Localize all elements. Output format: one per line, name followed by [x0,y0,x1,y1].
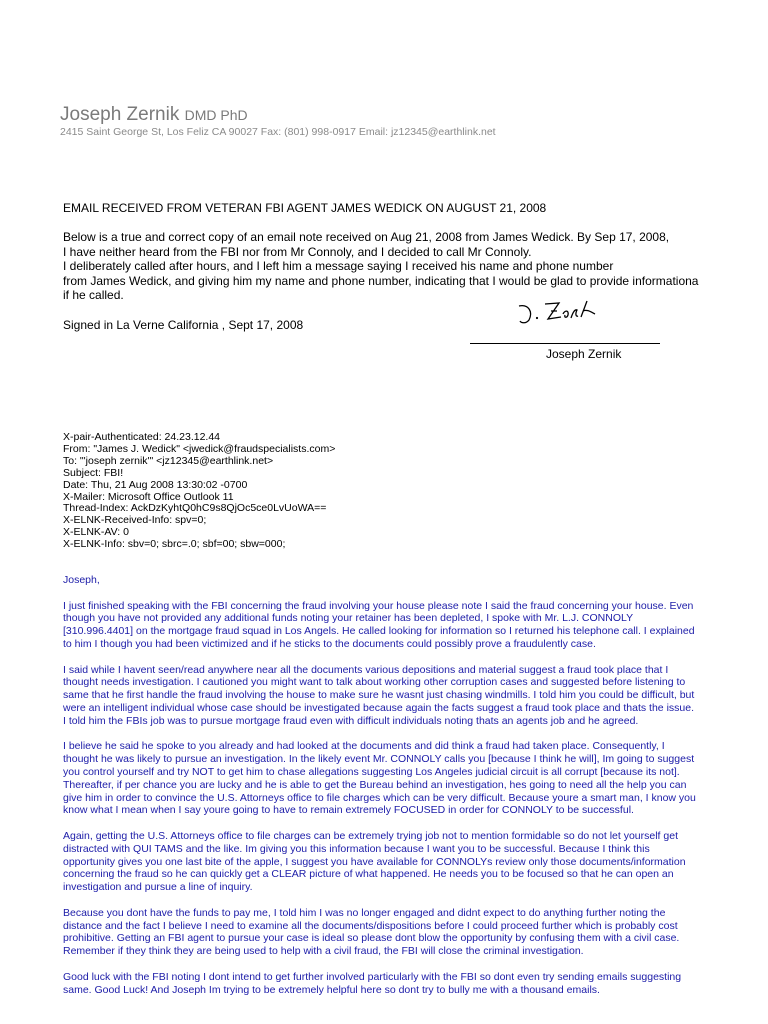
document-title: EMAIL RECEIVED FROM VETERAN FBI AGENT JAMES WEDICK ON AUGUST 21, 2008 [63,201,547,215]
email-header-line: From: "James J. Wedick" <jwedick@fraudspecialists.com> [63,442,336,455]
intro-line: I deliberately called after hours, and I left him a message saying I received his name and phone number [63,259,614,274]
body-line: I told him the FBIs job was to pursue mortgage fraud even with difficult individuals noting thats an agents job and he agreed. [63,714,639,727]
handwritten-signature [515,298,605,328]
body-line: though you have not provided any additional funds noting your retainer has been depleted, I spoke with Mr. L.J. CONNOLY [63,612,634,625]
body-line: I believe he said he spoke to you already and had looked at the documents and did think a fraud had taken place. Consequently, I [63,740,665,753]
author-name: Joseph Zernik [60,104,180,125]
body-line: distracted with QUI TAMS and the like. Im giving you this information because I want you to be successful. Because I think this [63,842,650,855]
email-body [63,574,723,996]
body-line: prohibitive. Getting an FBI agent to pursue your case is ideal so please dont blow the opportunity by confusing them with a civil case. [63,932,680,945]
intro-line: from James Wedick, and giving him my name and phone number, indicating that I would be glad to provide informationa [63,273,699,288]
signature-name: Joseph Zernik [546,347,622,361]
body-line: were an intelligent individual whose case should be investigated because again the facts suggest a fraud took place and thats the issue. [63,701,694,714]
body-line: same that he first handle the fraud involving the house to make sure he wasnt just chasing windmills. I told him you could be difficult, but [63,689,695,702]
intro-statement [63,230,713,303]
body-line: distance and the fact I believe I need to examine all the documents/dispositions before I could proceed further which is probably cost [63,919,678,932]
email-header-line: X-ELNK-Received-Info: spv=0; [63,514,207,527]
body-line: to him I though you had been victimized and if he sticks to the documents could possibly prove a fraudulently case. [63,637,596,650]
email-header-line: X-ELNK-AV: 0 [63,526,129,539]
body-line: thought needs investigation. I cautioned you might want to talk about working other corruption cases and suggested before listening to [63,676,686,689]
email-header-line: X-Mailer: Microsoft Office Outlook 11 [63,490,234,503]
email-header-line: Subject: FBI! [63,466,124,479]
author-credentials: DMD PhD [184,107,248,123]
email-header-line: Thread-Index: AckDzKyhtQ0hC9s8QjOc5ce0LvUoWA== [63,502,327,515]
letterhead-address: 2415 Saint George St, Los Feliz CA 90027 Fax: (801) 998-0917 Email: jz12345@earthlink.net [60,126,496,138]
body-line: thought he was likely to pursue an investigation. In the likely event Mr. CONNOLY calls you [because I think he will], Im going to suggest [63,753,695,766]
intro-line: Below is a true and correct copy of an email note received on Aug 21, 2008 from James Wedick. By Sep 17, 2008, [63,230,670,244]
signature-line [470,343,660,344]
body-line: Good luck with the FBI noting I dont intend to get further involved particularly with the FBI so dont even try sending emails suggesting [63,970,682,983]
body-line: Remember if they think they are being used to help with a civil fraud, the FBI will close the criminal investigation. [63,945,584,958]
email-header-line: To: "'joseph zernik'" <jz12345@earthlink.net> [63,454,274,467]
body-line: give him in order to convince the U.S. Attorneys office to file charges which can be very difficult. Because youre a smart man, I know you [63,791,696,804]
signed-location-date: Signed in La Verne California , Sept 17, 2008 [63,318,304,332]
body-line: Thereafter, if per chance you are lucky and he is able to get the Bureau behind an investigation, hes going to need all the help you can [63,778,687,791]
body-line: same. Good Luck! And Joseph Im trying to be extremely helpful here so dont try to bully me with a thousand emails. [63,983,600,996]
body-line: Again, getting the U.S. Attorneys office to file charges can be extremely trying job not to mention formidable so do not let yourself get [63,829,678,842]
email-header-line: X-ELNK-Info: sbv=0; sbrc=.0; sbf=00; sbw=000; [63,538,286,551]
email-greeting: Joseph, [63,574,100,586]
intro-line: I have neither heard from the FBI nor from Mr Connoly, and I decided to call Mr Connoly. [63,244,532,259]
body-line: know what I mean when I say youre going to have to remain extremely FOCUSED in order for CONNOLY to be successful. [63,804,634,817]
letterhead-name [60,104,248,126]
email-headers [63,432,335,551]
intro-line: if he called. [63,288,124,303]
body-line: I just finished speaking with the FBI concerning the fraud involving your house please note I said the fraud concerning your house. Even [63,599,694,612]
body-line: you control yourself and try NOT to get him to chase allegations suggesting Los Angeles judicial circuit is all corrupt [because its not]. [63,765,680,778]
body-line: Because you dont have the funds to pay me, I told him I was no longer engaged and didnt expect to do anything further noting the [63,906,666,919]
body-line: [310.996.4401] on the mortgage fraud squad in Los Angels. He called looking for information so I returned his telephone call. I explained [63,625,695,638]
body-line: investigation and pursue a line of inquiry. [63,881,253,894]
email-header-line: Date: Thu, 21 Aug 2008 13:30:02 -0700 [63,478,248,491]
email-header-line: X-pair-Authenticated: 24.23.12.44 [63,431,221,443]
body-line: opportunity gives you one last bite of the apple, I suggest you have available for CONNOLYs review only those documents/information [63,855,686,868]
body-line: I said while I havent seen/read anywhere near all the documents various depositions and material suggest a fraud took place that I [63,663,669,676]
body-line: concerning the fraud so he can quickly get a CLEAR picture of what happened. He needs you to be focused so that he can open an [63,868,674,881]
